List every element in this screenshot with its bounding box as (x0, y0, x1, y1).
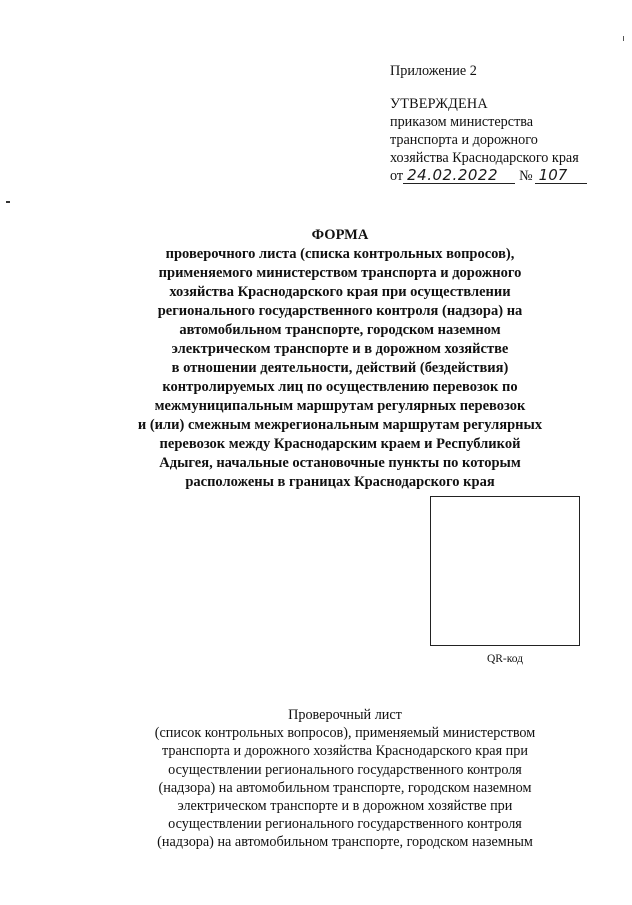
approval-line: хозяйства Краснодарского края (390, 150, 579, 166)
checklist-line: (список контрольных вопросов), применяемый министерством (154, 725, 536, 742)
qr-code-label: QR-код (486, 653, 524, 665)
form-title-line: и (или) смежным межрегиональным маршрутам регулярных (137, 417, 543, 433)
form-title-line: расположены в границах Краснодарского края (185, 474, 495, 490)
checklist-title-block (110, 706, 580, 852)
form-title-line: автомобильном транспорте, городском наземном (179, 322, 501, 338)
form-title-line: применяемого министерством транспорта и дорожного (158, 265, 522, 281)
checklist-line: осуществлении регионального государственного контроля (168, 816, 522, 833)
form-title-line: хозяйства Краснодарского края при осуществлении (169, 284, 511, 300)
from-label: от (390, 168, 404, 184)
approval-block (390, 62, 620, 187)
form-title-line: проверочного листа (списка контрольных вопросов), (165, 246, 515, 262)
form-title-line: электрическом транспорте и в дорожном хозяйстве (171, 341, 509, 357)
form-heading: ФОРМА (311, 227, 369, 243)
handwritten-order-number: 107 (535, 168, 587, 184)
checklist-line: (надзора) на автомобильном транспорте, городском наземным (157, 834, 533, 851)
number-sign: № (519, 168, 533, 184)
checklist-line: (надзора) на автомобильном транспорте, городском наземном (158, 779, 532, 796)
checklist-heading: Проверочный лист (288, 707, 402, 723)
handwritten-order-date: 24.02.2022 (403, 168, 515, 184)
form-title-line: регионального государственного контроля (надзора) на (157, 303, 523, 319)
order-reference (390, 167, 620, 187)
scan-artifact-mark (623, 36, 624, 41)
checklist-line: электрическом транспорте и в дорожном хозяйстве при (177, 798, 513, 815)
form-title-line: контролируемых лиц по осуществлению перевозок по (162, 379, 518, 395)
approval-line: транспорта и дорожного (390, 132, 538, 148)
form-title-line: Адыгея, начальные остановочные пункты по которым (159, 455, 521, 471)
form-title-line: перевозок между Краснодарским краем и Республикой (159, 436, 521, 452)
margin-dash-mark (6, 201, 10, 203)
checklist-line: транспорта и дорожного хозяйства Краснодарского края при (162, 743, 528, 760)
appendix-label: Приложение 2 (390, 63, 477, 79)
form-title-block (90, 226, 590, 492)
approved-heading: УТВЕРЖДЕНА (390, 96, 488, 112)
qr-code-box (430, 496, 580, 646)
checklist-line: осуществлении регионального государственного контроля (168, 761, 522, 778)
form-title-line: межмуниципальным маршрутам регулярных перевозок (154, 398, 526, 414)
approval-line: приказом министерства (390, 114, 534, 130)
form-title-line: в отношении деятельности, действий (бездействия) (171, 360, 509, 376)
